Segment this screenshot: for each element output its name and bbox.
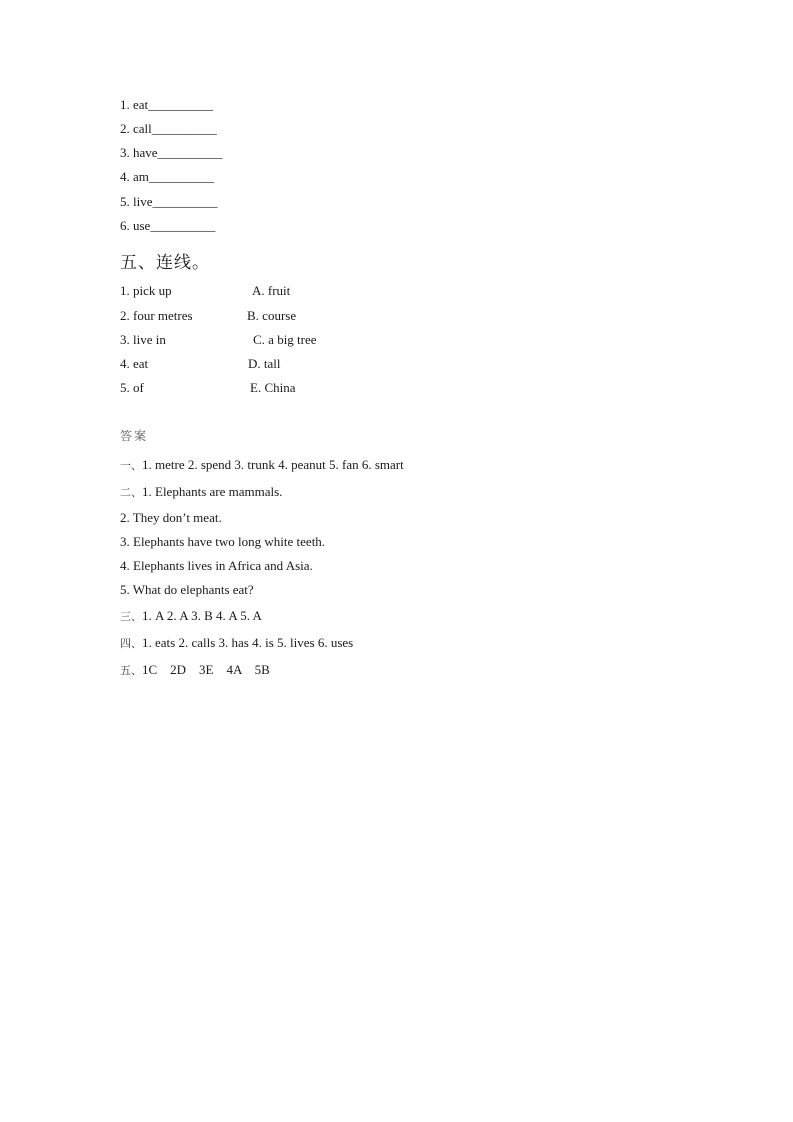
answer-section-2-text-1: 1. Elephants are mammals. (142, 484, 283, 499)
answer-section-2-line-4: 4. Elephants lives in Africa and Asia. (120, 558, 313, 573)
answer-section-3 (120, 608, 262, 625)
answer-section-2-line-1 (120, 484, 282, 501)
answer-section-4 (120, 635, 353, 652)
answer-section-3-prefix: 三、 (120, 610, 142, 623)
fill-blank-item-4: 4. am__________ (120, 169, 214, 184)
match-right-e: E. China (250, 380, 296, 395)
match-left-3: 3. live in (120, 332, 166, 347)
fill-blank-item-3: 3. have__________ (120, 145, 223, 160)
answer-section-5-prefix: 五、 (120, 664, 142, 677)
answer-section-1-prefix: 一、 (120, 459, 142, 472)
answer-section-2-line-5: 5. What do elephants eat? (120, 582, 254, 597)
answer-section-2-line-3: 3. Elephants have two long white teeth. (120, 534, 326, 549)
match-right-d: D. tall (248, 356, 281, 371)
answer-section-2-prefix: 二、 (120, 486, 142, 499)
match-right-b: B. course (247, 308, 297, 323)
section-five-heading: 五、连线。 (120, 253, 210, 273)
match-left-1: 1. pick up (120, 283, 172, 298)
answer-section-5-text: 1C 2D 3E 4A 5B (142, 662, 270, 677)
answer-section-3-text: 1. A 2. A 3. B 4. A 5. A (142, 608, 262, 623)
fill-blank-item-2: 2. call__________ (120, 121, 217, 136)
answer-section-1-text: 1. metre 2. spend 3. trunk 4. peanut 5. fan 6. smart (142, 457, 404, 472)
answer-section-1 (120, 457, 404, 474)
answer-section-4-text: 1. eats 2. calls 3. has 4. is 5. lives 6. uses (142, 635, 354, 650)
answer-section-2-line-2: 2. They don’t meat. (120, 510, 222, 525)
answers-title: 答案 (120, 429, 149, 443)
match-left-5: 5. of (120, 380, 144, 395)
fill-blank-item-1: 1. eat__________ (120, 97, 214, 112)
match-left-2: 2. four metres (120, 308, 193, 323)
fill-blank-item-5: 5. live__________ (120, 194, 218, 209)
match-left-4: 4. eat (120, 356, 149, 371)
match-right-c: C. a big tree (253, 332, 317, 347)
answer-section-4-prefix: 四、 (120, 637, 142, 650)
match-right-a: A. fruit (252, 283, 291, 298)
answer-section-5 (120, 662, 270, 679)
fill-blank-item-6: 6. use__________ (120, 218, 216, 233)
